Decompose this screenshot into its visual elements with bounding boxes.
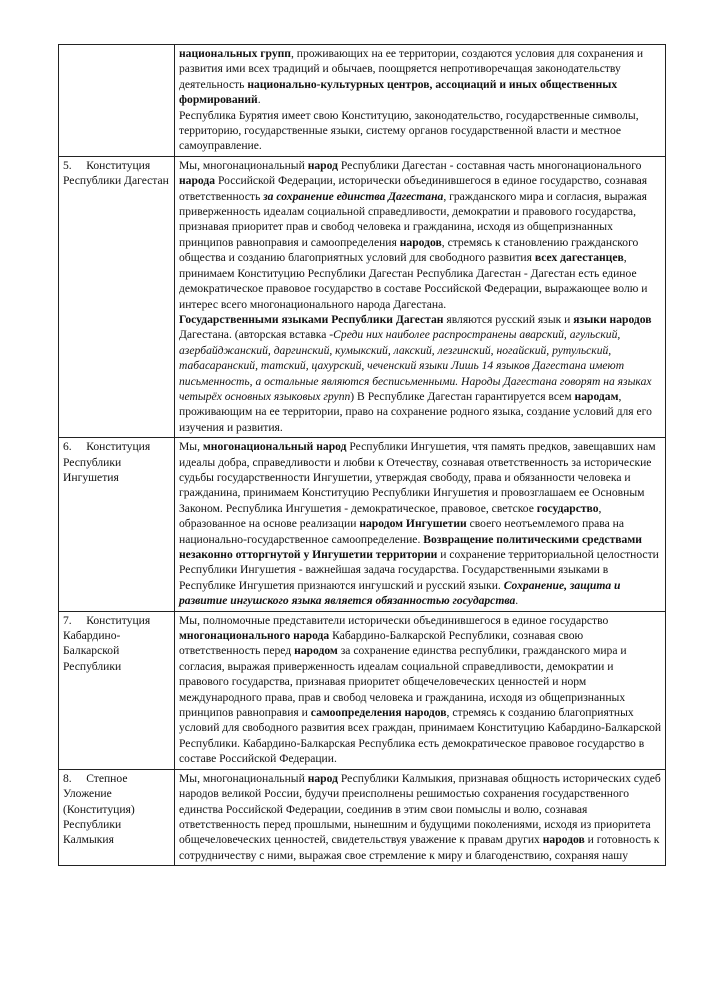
excerpt-text: за сохранение единства республики, гражданского мира и согласия, выражая приверженность идеалам социальной справедливости, демократии и правового государства, признавая приоритет общечеловеческих ценностей и норм международного права, прав и свобод человека и гражданина, исходя из общепризнанных принципов равноправия и <box>179 644 627 720</box>
excerpt-text: Сохранение, защита и развитие ингушского языка является обязанностью государства <box>179 578 621 608</box>
excerpt-text: Мы, многонациональный <box>179 158 308 172</box>
excerpt-text: народам <box>574 389 619 403</box>
constitution-name-cell <box>59 611 175 769</box>
excerpt-text: , стремясь к становлению гражданского общества и созданию благоприятных условий для свободного развития <box>179 235 639 265</box>
constitutions-table <box>58 44 666 866</box>
excerpt-text: и сохранение территориальной целостности Республики Ингушетия - важнейшая задача государства. Государственными языками в Республике Ингушетия признаются ингушский и русский языки. <box>179 548 659 592</box>
excerpt-text: самоопределения народов <box>310 706 447 720</box>
constitution-name: 6. Конституция Республики Ингушетия <box>63 440 154 484</box>
excerpt-text: языки народов <box>573 312 652 326</box>
excerpt-text: , гражданского мира и согласия, выражая приверженность идеалам социальной справедливости, демократии и правового государства, признавая приоритет прав и свобод человека и гражданина, исходя из общепризнанных принципов равноправия и самоопределения <box>179 189 647 249</box>
excerpt-text: Среди них наиболее распространены аварский, агульский, азербайджанский, даргинский, кумыкский, лакский, лезгинский, ногайский, рутульский, табасаранский, татский, цахурский, чеченский языки Лишь 14 языков Дагестана имеют письменность, а остальные являются бесписьменными. Народы Дагестана говорят на языках четырёх основных языковых групп <box>179 328 652 403</box>
excerpt-text: многонациональный народ <box>202 440 347 454</box>
excerpt-paragraph <box>179 46 662 108</box>
table-row <box>59 45 666 157</box>
excerpt-text: Республика Бурятия имеет свою Конституцию, законодательство, государственные символы, территорию, государственные языки, систему органов государственной власти и местное самоуправление. <box>179 108 639 153</box>
table-body <box>59 45 666 866</box>
excerpt-text: государство <box>536 501 599 515</box>
constitution-excerpt-cell <box>175 769 666 865</box>
excerpt-paragraph <box>179 312 662 435</box>
excerpt-text: Республики Калмыкия, признавая общность исторических судеб народов великой России, будучи преисполнены решимостью сохранения государственного единства Российской Федерации, соединив в этим свои помыслы и волю, сознавая ответственность перед прошлыми, нынешним и будущими поколениями, исходя из приоритета общечеловеческих ценностей, свидетельствуя уважение к правам других <box>179 771 661 847</box>
excerpt-text: Государственными языками Республики Дагестан <box>179 312 444 326</box>
excerpt-text: всех дагестанцев <box>534 251 624 265</box>
excerpt-text: за сохранение единства Дагестана <box>263 189 444 203</box>
constitution-name: 7. Конституция Кабардино-Балкарской Республики <box>63 613 154 673</box>
excerpt-text: , стремясь к созданию благоприятных условий для свободного развития всех граждан, принимаем Конституцию Кабардино-Балкарской Республики. Кабардино-Балкарская Республика есть демократическое правовое государство в составе Российской Федерации. <box>179 706 662 766</box>
excerpt-paragraph <box>179 439 662 608</box>
excerpt-paragraph <box>179 108 662 154</box>
constitution-name-cell <box>59 438 175 611</box>
excerpt-text: . <box>515 594 519 608</box>
constitution-name-cell <box>59 45 175 157</box>
excerpt-text: народа <box>179 174 216 188</box>
excerpt-text: народом Ингушетии <box>359 517 467 531</box>
constitution-excerpt-cell <box>175 611 666 769</box>
excerpt-text: народ <box>307 158 338 172</box>
constitution-excerpt-cell <box>175 156 666 437</box>
table-row <box>59 769 666 865</box>
excerpt-text: Кабардино-Балкарской Республики, сознавая свою ответственность перед <box>179 629 584 658</box>
excerpt-text: Возвращение политическими средствами незаконно отторгнутой у Ингушетии территории <box>179 532 642 561</box>
excerpt-text: Республики Дагестан - составная часть многонационального <box>337 158 642 172</box>
excerpt-text: Российской Федерации, исторически объединившегося в единое государство, сознавая ответственность <box>179 174 648 203</box>
excerpt-text: национально-культурных центров, ассоциаций и иных общественных формирований <box>179 77 618 107</box>
constitution-name-cell <box>59 769 175 865</box>
excerpt-text: народом <box>294 644 338 658</box>
constitution-name: 5. Конституция Республики Дагестан <box>63 158 169 188</box>
constitution-excerpt-cell <box>175 45 666 157</box>
table-row <box>59 156 666 437</box>
excerpt-text: национальных групп <box>179 47 291 60</box>
excerpt-text: являются русский язык и <box>443 312 574 326</box>
table-row <box>59 438 666 611</box>
excerpt-text: и готовность к сотрудничеству с ними, выражая свое стремление к миру и благоденствию, сохраняя нашу <box>179 833 660 862</box>
constitution-name: 8. Степное Уложение (Конституция) Республики Калмыкия <box>63 771 138 847</box>
excerpt-text: многонационального народа <box>179 629 330 643</box>
constitution-name-cell <box>59 156 175 437</box>
excerpt-paragraph <box>179 771 662 863</box>
excerpt-text: народов <box>542 833 585 847</box>
excerpt-text: ) В Республике Дагестан гарантируется всем <box>350 389 575 403</box>
excerpt-text: Республики Ингушетия, чтя память предков, завещавших нам идеалы добра, справедливости и любви к Отечеству, сознавая ответственность за исторические судьбы государственности Ингушетии, утверждая свободу, права и обязанности человека и гражданина, принимаем Конституцию Республики Ингушетия и провозглашаем ее Основным Законом. Республика Ингушетия - демократическое, правовое, светское <box>179 440 656 515</box>
excerpt-text: Мы, полномочные представители исторически объединившегося в единое государство <box>179 613 609 627</box>
document-page <box>58 44 666 866</box>
excerpt-text: , проживающих на ее территории, создаются условия для сохранения и развития ими всех традиций и обычаев, поощряется непротиворечащая законодательству деятельность <box>179 47 644 91</box>
excerpt-text: своего неотъемлемого права на национально-государственное самоопределение. <box>179 517 625 546</box>
constitution-excerpt-cell <box>175 438 666 611</box>
excerpt-text: Мы, <box>179 440 203 454</box>
excerpt-text: . <box>257 93 261 107</box>
excerpt-text: народ <box>307 771 338 785</box>
excerpt-text: , проживающим на ее территории, право на сохранение родного языка, создание условий для его изучения и развития. <box>179 389 652 434</box>
excerpt-text: , принимаем Конституцию Республики Дагестан Республика Дагестан - Дагестан есть единое демократическое правовое государство в составе Российской Федерации, выражающее волю и интерес всего многонационального народа Дагестана. <box>179 251 648 311</box>
table-row <box>59 611 666 769</box>
excerpt-paragraph <box>179 613 662 767</box>
excerpt-text: , образованное на основе реализации <box>179 501 602 531</box>
excerpt-text: Мы, многонациональный <box>179 771 308 785</box>
excerpt-text: Дагестана. (авторская вставка - <box>179 328 334 342</box>
excerpt-paragraph <box>179 158 662 312</box>
excerpt-text: народов <box>399 235 442 249</box>
